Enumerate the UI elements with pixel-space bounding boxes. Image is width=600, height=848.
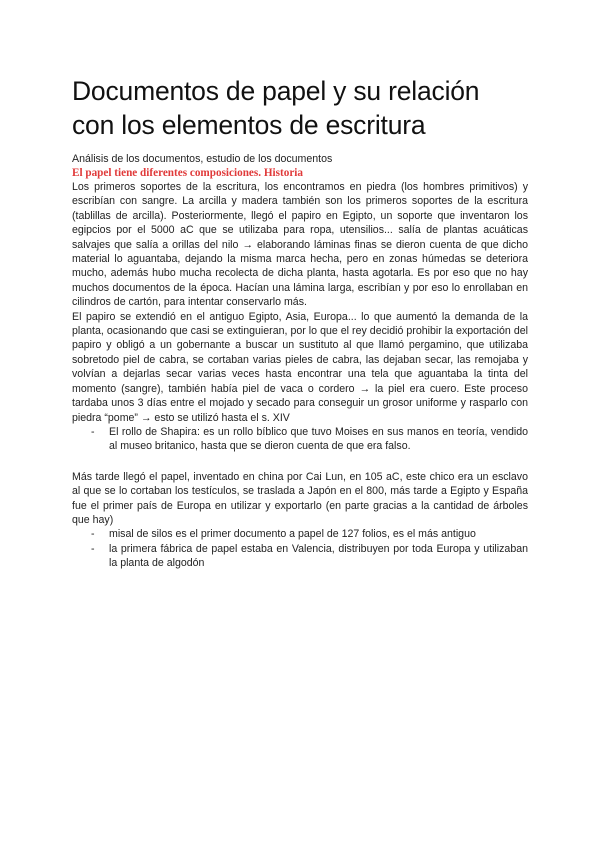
list-item-text: El rollo de Shapira: es un rollo bíblico que tuvo Moises en sus manos en teoría, vendido al museo britanico, hasta que se dieron cuenta de que era falso. (109, 425, 528, 453)
dash-bullet: - (91, 425, 95, 438)
document-subtitle: Análisis de los documentos, estudio de los documentos (72, 153, 333, 165)
list-item-text: la primera fábrica de papel estaba en Valencia, distribuyen por toda Europa y utilizaban la planta de algodón (109, 542, 528, 570)
list-item (91, 527, 528, 541)
document-title: Documentos de papel y su relación con los elementos de escritura (72, 76, 480, 140)
spacer (72, 454, 528, 470)
paragraph-1: Los primeros soportes de la escritura, los encontramos en piedra (los hombres primitivos) y escribían con sangre. La arcilla y madera también son los primeros soportes de la escritura (tablillas de arcilla). Posteriormente, llegó el papiro en Egipto, un soporte que inventaron los egipcios por el 5000 aC que se utilizaba para ropa, utensilios... salía de plantas acuáticas salvajes que salía a orillas del nilo → elaborando láminas finas se dieron cuenta de que dicho material lo aguantaba, dejando la misma marca hecha, pero en zonas húmedas se deteriora mucho, además hubo mucha recolecta de dicha planta, hasta agotarla. Es por eso que no hay muchos documentos de la época. Hacían una lámina larga, escribían y por eso lo enrollaban en cilindros de cartón, para intentar conservarlo más. (72, 181, 528, 309)
list-item (91, 542, 528, 571)
bullet-list-1 (72, 425, 528, 454)
bullet-list-2 (72, 527, 528, 570)
section-heading: El papel tiene diferentes composiciones. Historia (72, 167, 303, 179)
paragraph-2: El papiro se extendió en el antiguo Egipto, Asia, Europa... lo que aumentó la demanda de la planta, ocasionando que casi se extinguieran, por lo que el rey decidió prohibir la exportación del papiro y obligó a un gobernante a buscar un sustituto al que llamó pergamino, que utilizaba sobretodo piel de cabra, se cortaban varias pieles de cabra, las dejaban secar, las remojaba y volvían a dejarlas secar varias veces hasta encontrar una tela que aguantaba la tinta del momento (sangre), también había piel de vaca o cordero → la piel era cuero. Este proceso tardaba unos 3 días entre el mojado y secado para conseguir un grosor uniforme y rasparlo con piedra “pome” → esto se utilizó hasta el s. XIV (72, 310, 528, 424)
paragraph-3: Más tarde llegó el papel, inventado en china por Cai Lun, en 105 aC, este chico era un esclavo al que se lo cortaban los testículos, se traslada a Japón en el 800, más tarde a Egipto y España fue el primer país de Europa en utilizar y exportarlo (en parte gracias a la cantidad de árboles que hay) (72, 470, 528, 526)
list-item-text: misal de silos es el primer documento a papel de 127 folios, es el más antiguo (109, 528, 476, 541)
list-item (91, 425, 528, 454)
document-body (72, 74, 528, 571)
dash-bullet: - (91, 528, 95, 541)
dash-bullet: - (91, 542, 95, 555)
